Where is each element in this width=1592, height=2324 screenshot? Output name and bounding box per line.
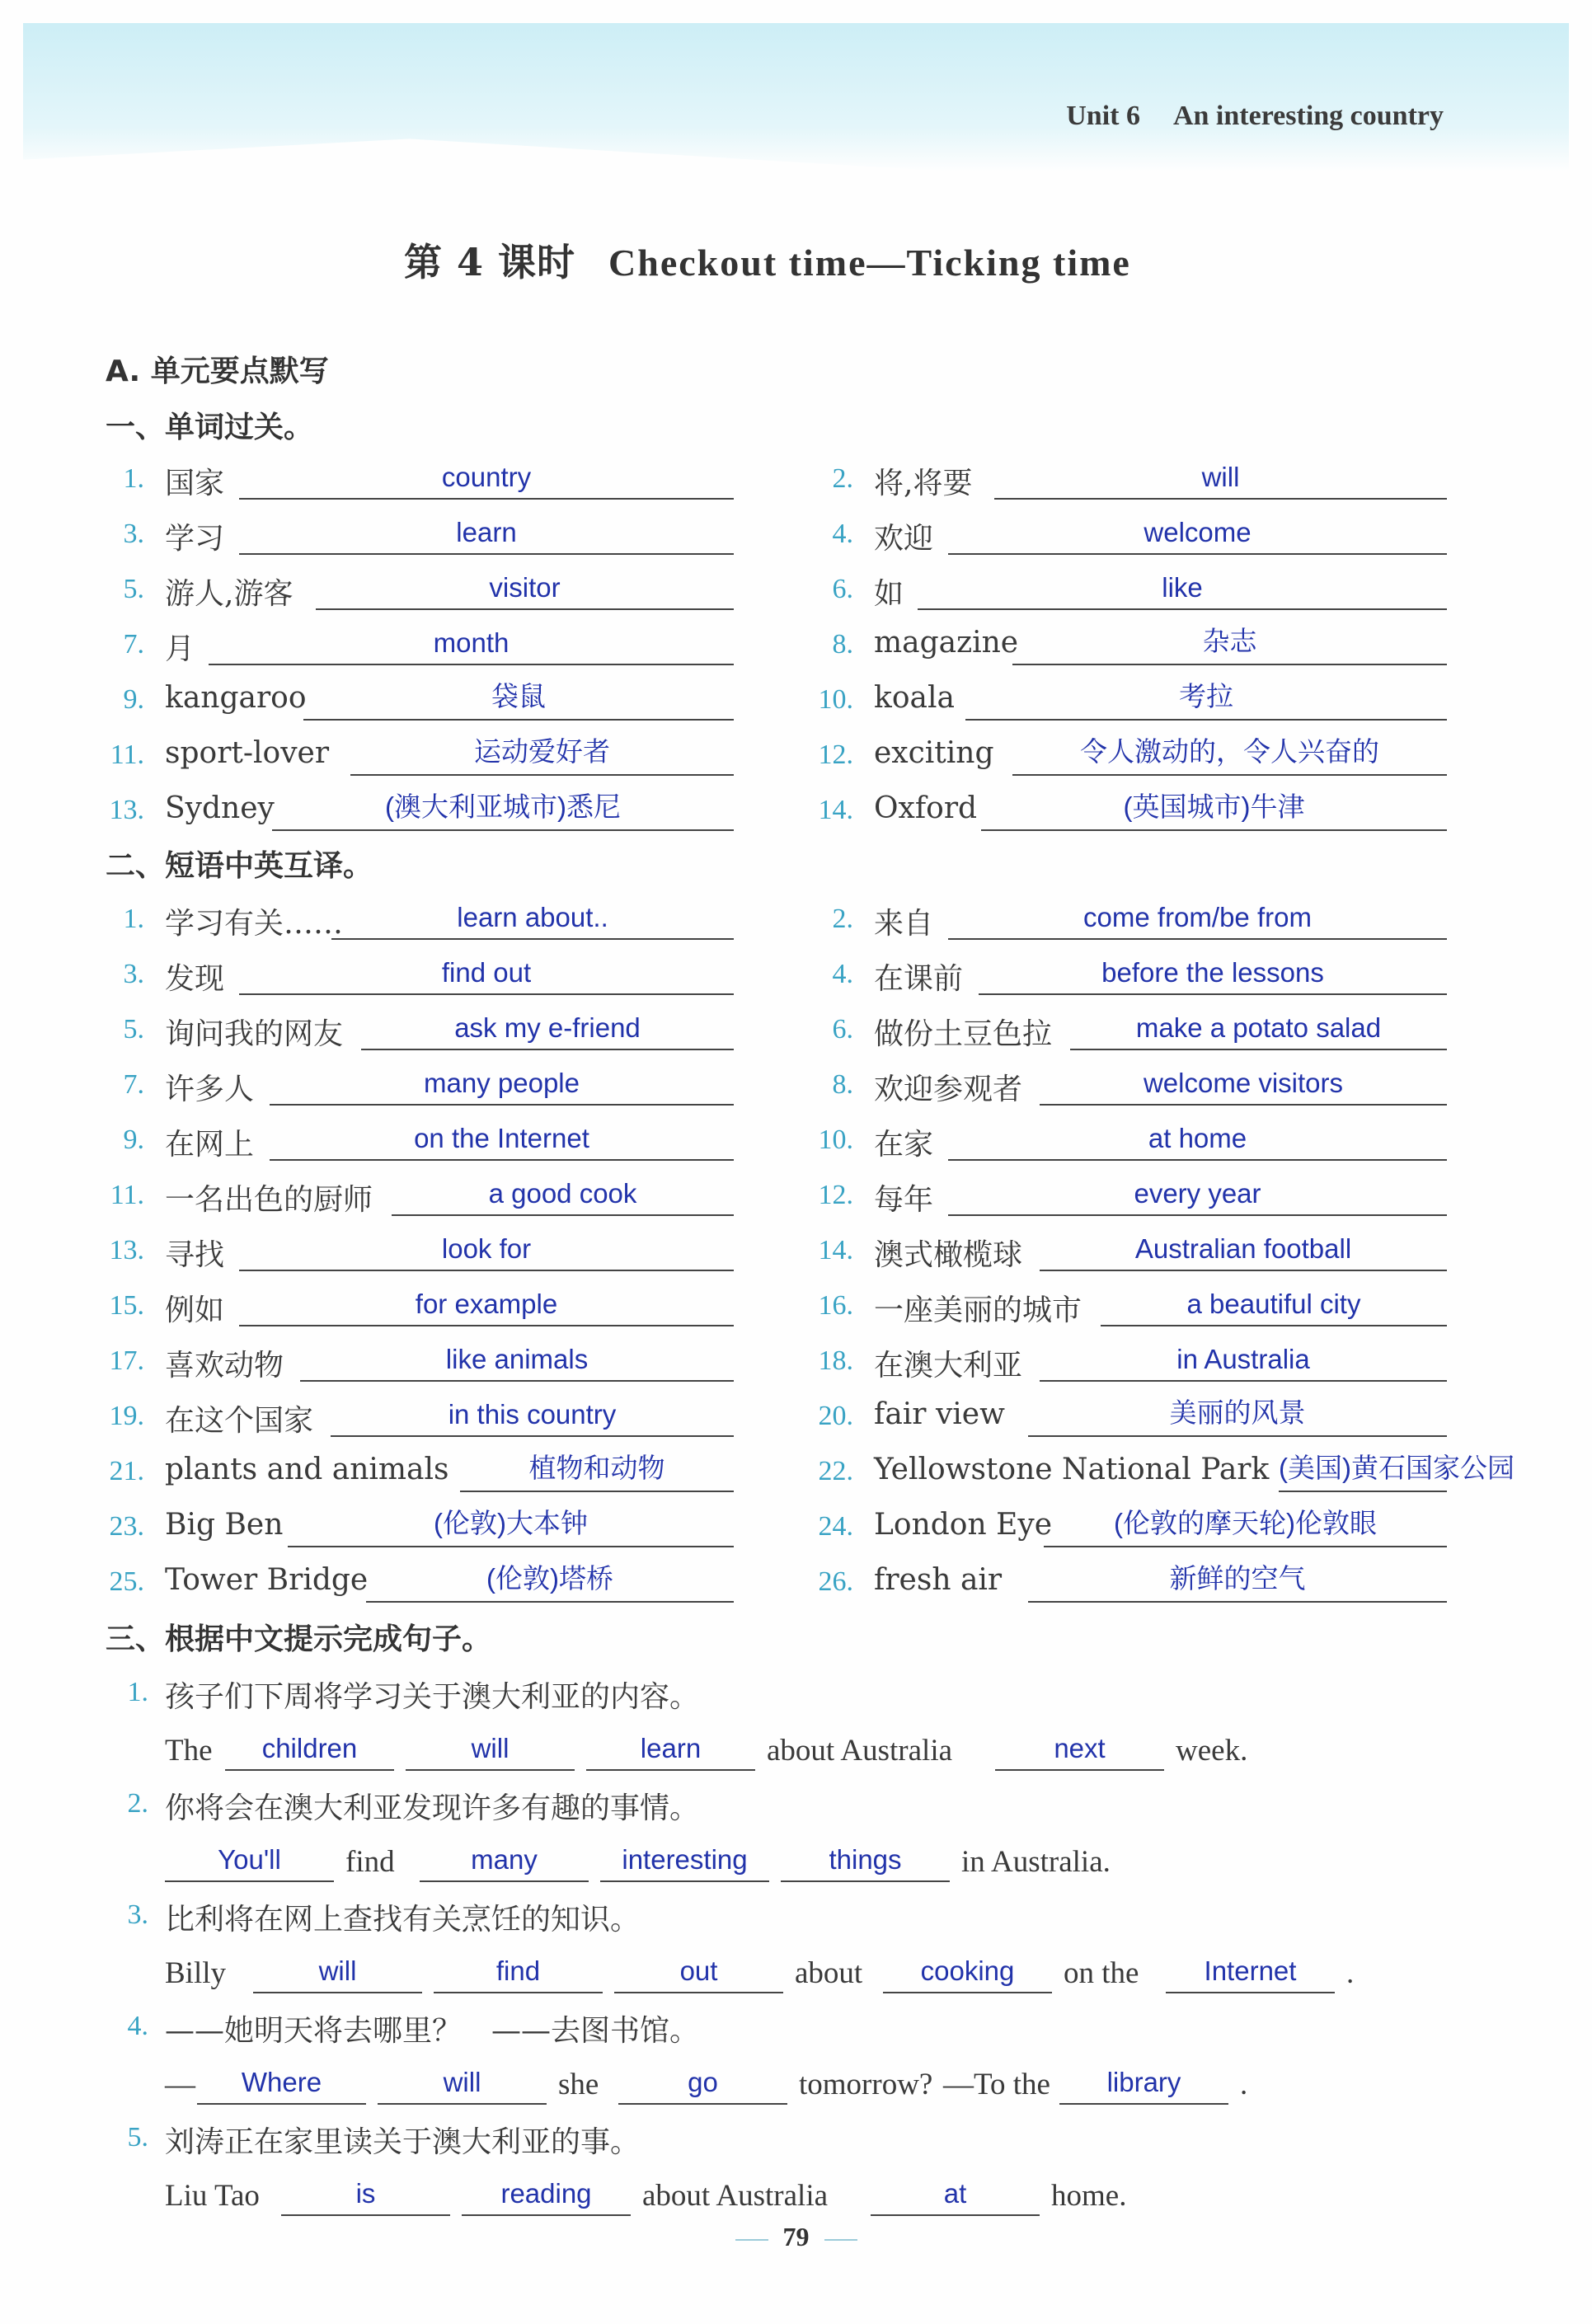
answer-text: in this country (448, 1399, 617, 1430)
sentence-text: on the (1064, 1956, 1139, 1990)
answer-blank[interactable] (378, 2060, 547, 2105)
item-prompt: 在这个国家 (165, 1404, 314, 1438)
item-prompt: 许多人 (165, 1073, 255, 1106)
item-number: 1. (123, 463, 144, 494)
answer-blank[interactable] (948, 895, 1447, 940)
sentence-text: The (165, 1734, 213, 1768)
answer-blank[interactable] (270, 1061, 734, 1106)
answer-text: welcome (1144, 517, 1252, 547)
answer-blank[interactable] (209, 621, 734, 665)
item-prompt: 一名出色的厨师 (165, 1183, 373, 1217)
item-prompt: 在澳大利亚 (874, 1349, 1023, 1383)
item-number: 4. (832, 959, 853, 989)
item-prompt: 欢迎参观者 (874, 1073, 1023, 1106)
sentence-number: 3. (127, 1899, 148, 1930)
answer-blank[interactable] (1059, 2060, 1228, 2105)
answer-text: like animals (445, 1344, 589, 1374)
answer-text: month (433, 627, 510, 658)
answer-blank[interactable] (331, 1392, 734, 1437)
item-prompt: Tower Bridge (165, 1563, 369, 1597)
sentence-number: 5. (127, 2122, 148, 2153)
answer-text: out (679, 1955, 718, 1986)
answer-text: every year (1134, 1178, 1261, 1209)
answer-text: at home (1148, 1123, 1247, 1153)
answer-text: ask my e-friend (454, 1012, 641, 1043)
sentence-number: 4. (127, 2011, 148, 2041)
sentence-number: 2. (127, 1788, 148, 1819)
answer-blank[interactable] (1012, 621, 1447, 665)
answer-text: country (441, 462, 532, 492)
answer-text: 新鲜的空气 (1169, 1563, 1306, 1594)
item-number: 9. (123, 1124, 144, 1155)
answer-text: children (261, 1733, 358, 1763)
item-prompt: 将,将要 (874, 467, 973, 500)
item-number: 8. (832, 1069, 853, 1100)
header-band (23, 23, 1569, 171)
item-prompt: 例如 (165, 1293, 225, 1327)
answer-blank[interactable] (1012, 731, 1447, 776)
sentence-chinese: ——她明天将去哪里？ ——去图书馆。 (165, 2014, 700, 2048)
answer-blank[interactable] (460, 1448, 734, 1492)
answer-blank[interactable] (239, 455, 734, 500)
answer-text: find out (441, 957, 532, 988)
item-number: 24. (818, 1511, 853, 1542)
answer-blank[interactable] (253, 1949, 422, 1993)
answer-blank[interactable] (614, 1949, 783, 1993)
item-prompt: exciting (874, 736, 994, 770)
answer-blank[interactable] (948, 1116, 1447, 1161)
item-number: 12. (818, 1180, 853, 1210)
answer-text: (伦敦)塔桥 (486, 1563, 613, 1594)
item-prompt: 来自 (874, 907, 934, 941)
answer-blank[interactable] (303, 676, 734, 721)
sentence-text: Billy (165, 1956, 227, 1990)
answer-text: (英国城市)牛津 (1123, 791, 1305, 822)
answer-blank[interactable] (420, 1838, 589, 1882)
item-prompt: 学习 (165, 522, 225, 556)
answer-text: learn (640, 1733, 702, 1763)
answer-blank[interactable] (871, 2171, 1040, 2216)
answer-text: make a potato salad (1135, 1012, 1382, 1043)
item-number: 25. (109, 1566, 144, 1597)
answer-text: will (1201, 462, 1240, 492)
item-prompt: magazine (874, 626, 1019, 660)
answer-blank[interactable] (1028, 1392, 1447, 1437)
sentence-chinese: 孩子们下周将学习关于澳大利亚的内容。 (165, 1680, 700, 1714)
answer-blank[interactable] (995, 1726, 1164, 1771)
item-number: 11. (110, 739, 144, 770)
item-number: 18. (818, 1345, 853, 1376)
answer-blank[interactable] (1279, 1448, 1515, 1492)
answer-text: like (1162, 572, 1203, 603)
answer-blank[interactable] (239, 1227, 734, 1271)
sentence-text: about Australia (642, 2179, 829, 2213)
answer-blank[interactable] (1040, 1061, 1447, 1106)
answer-text: 袋鼠 (491, 681, 546, 711)
answer-blank[interactable] (948, 510, 1447, 555)
item-number: 15. (109, 1290, 144, 1321)
answer-blank[interactable] (1070, 1006, 1447, 1050)
part2-title: 二、短语中英互译。 (106, 849, 373, 883)
item-prompt: 每年 (874, 1183, 934, 1217)
sentence-text: . (1240, 2068, 1248, 2101)
item-number: 1. (123, 904, 144, 934)
answer-text: Internet (1204, 1955, 1297, 1986)
item-number: 22. (818, 1456, 853, 1486)
item-number: 3. (123, 519, 144, 549)
sentence-text: — (165, 2068, 195, 2101)
answer-text: look for (441, 1233, 532, 1264)
item-prompt: 在网上 (165, 1128, 255, 1162)
item-prompt: 欢迎 (874, 522, 934, 556)
item-prompt: 澳式橄榄球 (874, 1238, 1023, 1272)
item-number: 5. (123, 1014, 144, 1045)
lesson-title: 第 4 课时 Checkout time—Ticking time (404, 240, 1131, 284)
answer-text: in Australia (1176, 1344, 1310, 1374)
answer-blank[interactable] (979, 951, 1447, 995)
answer-text: learn about.. (457, 902, 608, 932)
answer-text: next (1054, 1733, 1106, 1763)
answer-text: (澳大利亚城市)悉尼 (385, 791, 621, 822)
item-prompt: 如 (874, 577, 904, 611)
item-prompt: 寻找 (165, 1238, 225, 1272)
answer-blank[interactable] (994, 455, 1447, 500)
item-prompt: 在家 (874, 1128, 934, 1162)
item-number: 19. (109, 1401, 144, 1431)
answer-blank[interactable] (361, 1006, 734, 1050)
item-prompt: Sydney (165, 791, 275, 825)
item-number: 16. (818, 1290, 853, 1321)
answer-text: will (318, 1955, 357, 1986)
answer-blank[interactable] (300, 1337, 734, 1382)
item-number: 17. (109, 1345, 144, 1376)
item-prompt: sport-lover (165, 736, 330, 770)
answer-text: many people (424, 1068, 580, 1098)
item-number: 2. (832, 904, 853, 934)
answer-text: 考拉 (1179, 681, 1233, 711)
answer-text: Where (241, 2067, 322, 2097)
item-prompt: 游人,游客 (165, 577, 294, 611)
answer-text: learn (456, 517, 517, 547)
answer-text: cooking (920, 1955, 1015, 1986)
answer-blank[interactable] (462, 2171, 631, 2216)
answer-blank[interactable] (948, 1171, 1447, 1216)
sentence-chinese: 比利将在网上查找有关烹饪的知识。 (165, 1903, 641, 1937)
item-number: 13. (109, 1235, 144, 1265)
answer-blank[interactable] (225, 1726, 394, 1771)
answer-blank[interactable] (270, 1116, 734, 1161)
answer-blank[interactable] (272, 786, 734, 831)
section-a-title: A. 单元要点默写 (106, 354, 329, 388)
item-number: 5. (123, 574, 144, 604)
item-prompt: 学习有关…… (165, 907, 344, 941)
answer-blank[interactable] (618, 2060, 787, 2105)
answer-blank[interactable] (392, 1171, 734, 1216)
answer-blank[interactable] (316, 566, 734, 610)
item-number: 20. (818, 1401, 853, 1431)
answer-blank[interactable] (981, 786, 1447, 831)
answer-text: (伦敦的摩天轮)伦敦眼 (1114, 1508, 1377, 1538)
answer-blank[interactable] (366, 1558, 734, 1603)
item-prompt: plants and animals (165, 1453, 449, 1486)
item-prompt: Yellowstone National Park (874, 1453, 1270, 1486)
answer-text: interesting (622, 1844, 748, 1875)
sentence-text: about Australia (767, 1734, 953, 1768)
answer-text: many (471, 1844, 538, 1875)
item-prompt: 月 (165, 632, 195, 666)
item-number: 3. (123, 959, 144, 989)
answer-blank[interactable] (288, 1503, 734, 1547)
answer-text: for example (415, 1289, 558, 1319)
answer-text: Australian football (1134, 1233, 1352, 1264)
item-number: 7. (123, 1069, 144, 1100)
item-prompt: 发现 (165, 962, 225, 996)
answer-text: 植物和动物 (528, 1453, 665, 1483)
item-prompt: koala (874, 681, 955, 715)
item-number: 10. (818, 1124, 853, 1155)
answer-text: 运动爱好者 (474, 736, 610, 767)
answer-blank[interactable] (883, 1949, 1052, 1993)
answer-text: reading (500, 2178, 592, 2209)
item-number: 23. (109, 1511, 144, 1542)
item-number: 13. (109, 795, 144, 825)
item-number: 9. (123, 684, 144, 715)
item-number: 6. (832, 1014, 853, 1045)
item-number: 10. (818, 684, 853, 715)
sentence-text: —To the (943, 2068, 1050, 2101)
answer-text: 杂志 (1202, 626, 1257, 656)
page-number: 79 (0, 2222, 1592, 2252)
item-number: 6. (832, 574, 853, 604)
answer-blank[interactable] (281, 2171, 450, 2216)
sentence-number: 1. (127, 1677, 148, 1707)
item-prompt: 一座美丽的城市 (874, 1293, 1082, 1327)
answer-blank[interactable] (239, 951, 734, 995)
item-prompt: London Eye (874, 1508, 1053, 1542)
part1-title: 一、单词过关。 (106, 411, 314, 444)
answer-blank[interactable] (197, 2060, 366, 2105)
answer-text: You'll (218, 1844, 281, 1875)
item-prompt: 做份土豆色拉 (874, 1017, 1053, 1051)
answer-text: welcome visitors (1143, 1068, 1344, 1098)
answer-blank[interactable] (1040, 1337, 1447, 1382)
item-number: 14. (818, 1235, 853, 1265)
item-number: 8. (832, 629, 853, 660)
item-prompt: Oxford (874, 791, 978, 825)
answer-blank[interactable] (781, 1838, 950, 1882)
answer-blank[interactable] (434, 1949, 603, 1993)
item-number: 11. (110, 1180, 144, 1210)
item-number: 14. (818, 795, 853, 825)
answer-blank[interactable] (350, 731, 734, 776)
answer-text: library (1106, 2067, 1181, 2097)
item-prompt: Big Ben (165, 1508, 284, 1542)
answer-text: (美国)黄石国家公园 (1279, 1453, 1515, 1483)
item-prompt: fair view (874, 1397, 1005, 1431)
answer-blank[interactable] (239, 510, 734, 555)
answer-text: 令人激动的，令人兴奋的 (1080, 736, 1379, 767)
item-prompt: 国家 (165, 467, 225, 500)
item-number: 26. (818, 1566, 853, 1597)
answer-blank[interactable] (165, 1838, 334, 1882)
item-prompt: fresh air (874, 1563, 1003, 1597)
answer-text: will (443, 2067, 481, 2097)
answer-text: come from/be from (1083, 902, 1312, 932)
item-prompt: 在课前 (874, 962, 964, 996)
answer-blank[interactable] (918, 566, 1447, 610)
answer-text: find (495, 1955, 541, 1986)
sentence-text: in Australia. (961, 1845, 1111, 1879)
answer-text: before the lessons (1101, 957, 1324, 988)
sentence-text: . (1346, 1956, 1355, 1990)
item-number: 2. (832, 463, 853, 494)
answer-blank[interactable] (406, 1726, 575, 1771)
answer-text: 美丽的风景 (1169, 1397, 1306, 1428)
sentence-text: tomorrow? (799, 2068, 933, 2101)
sentence-chinese: 你将会在澳大利亚发现许多有趣的事情。 (165, 1791, 700, 1825)
sentence-text: Liu Tao (165, 2179, 260, 2213)
answer-blank[interactable] (1028, 1558, 1447, 1603)
item-prompt: kangaroo (165, 681, 307, 715)
sentence-text: find (345, 1845, 395, 1879)
unit-header: Unit 6 An interesting country (1066, 101, 1444, 131)
part3-title: 三、根据中文提示完成句子。 (106, 1622, 492, 1656)
answer-blank[interactable] (331, 895, 734, 940)
sentence-text: home. (1051, 2179, 1127, 2213)
answer-text: on the Internet (414, 1123, 589, 1153)
item-prompt: 询问我的网友 (165, 1017, 344, 1051)
answer-text: a beautiful city (1186, 1289, 1361, 1319)
answer-blank[interactable] (1166, 1949, 1335, 1993)
answer-text: at (943, 2178, 967, 2209)
sentence-text: week. (1176, 1734, 1248, 1768)
answer-text: a good cook (488, 1178, 637, 1209)
answer-text: (伦敦)大本钟 (434, 1508, 588, 1538)
answer-text: things (829, 1844, 902, 1875)
answer-blank[interactable] (1040, 1227, 1447, 1271)
item-prompt: 喜欢动物 (165, 1349, 284, 1383)
sentence-text: about (795, 1956, 863, 1990)
item-number: 21. (109, 1456, 144, 1486)
answer-blank[interactable] (1101, 1282, 1447, 1326)
sentence-text: she (558, 2068, 599, 2101)
item-number: 4. (832, 519, 853, 549)
answer-blank[interactable] (586, 1726, 755, 1771)
item-number: 7. (123, 629, 144, 660)
answer-text: is (355, 2178, 376, 2209)
answer-blank[interactable] (1044, 1503, 1447, 1547)
answer-blank[interactable] (239, 1282, 734, 1326)
sentence-chinese: 刘涛正在家里读关于澳大利亚的事。 (165, 2125, 641, 2159)
answer-text: go (688, 2067, 718, 2097)
answer-blank[interactable] (965, 676, 1447, 721)
item-number: 12. (818, 739, 853, 770)
answer-text: will (471, 1733, 510, 1763)
answer-text: visitor (489, 572, 561, 603)
answer-blank[interactable] (600, 1838, 769, 1882)
